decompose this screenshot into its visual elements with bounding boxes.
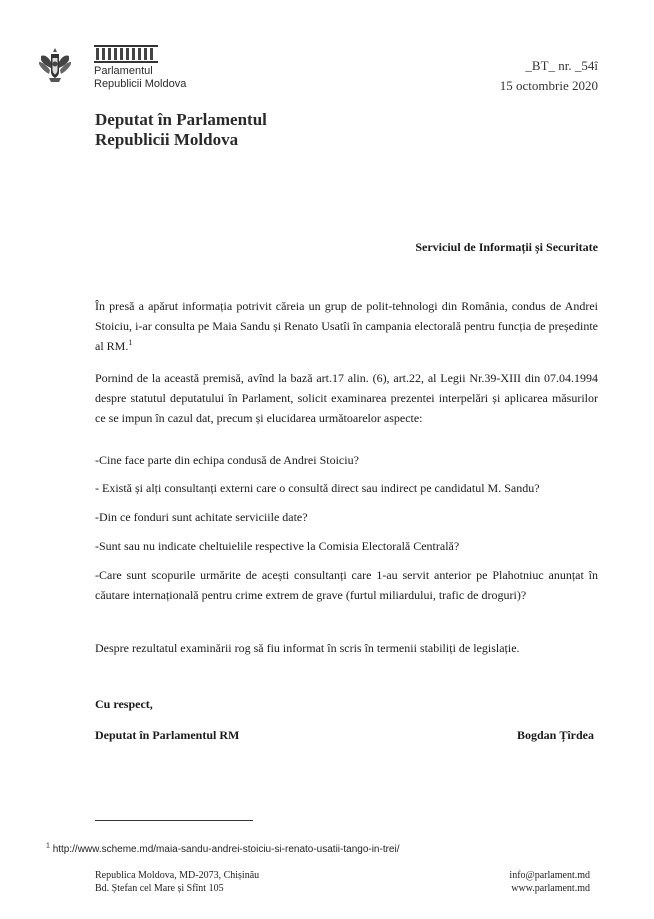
- logo-line1: Parlamentul: [94, 65, 153, 77]
- footnote: [46, 844, 400, 855]
- contact-email[interactable]: info@parlament.md: [509, 870, 590, 881]
- footnote-reference: 1: [128, 338, 133, 347]
- signer-role: Deputat în Parlamentul RM: [95, 728, 240, 742]
- title-line2: Republicii Moldova: [95, 130, 239, 149]
- parliament-building-icon: [94, 45, 158, 63]
- parliament-logo: [94, 45, 204, 91]
- question-1: -Cine face parte din echipa condusă de Andrei Stoiciu?: [95, 453, 359, 467]
- coat-of-arms-icon: [37, 46, 73, 86]
- footer-contact: [509, 869, 590, 895]
- question-5: -Care sunt scopurile urmărite de acești consultanți care 1-au servit anterior pe Plahotniuc anunțat în căutare internațională pentru crime extrem de grave (furtul miliardului, trafic de droguri)?: [95, 568, 598, 602]
- paragraph-intro: [95, 296, 598, 356]
- address-line2: Bd. Ștefan cel Mare și Sfînt 105: [95, 883, 224, 894]
- question-3: -Din ce fonduri sunt achitate serviciile date?: [95, 510, 308, 524]
- question-2: - Există și alți consultanți externi care o consultă direct sau indirect pe candidatul M. Sandu?: [95, 481, 540, 495]
- logo-line2: Republicii Moldova: [94, 78, 187, 90]
- footnote-url[interactable]: http://www.scheme.md/maia-sandu-andrei-stoiciu-si-renato-usatii-tango-in-trei/: [52, 844, 400, 855]
- paragraph-intro-text: În presă a apărut informația potrivit căreia un grup de polit-tehnologi din România, condus de Andrei Stoiciu, i-ar consulta pe Maia Sandu și Renato Usatîi în campania electorală pentru funcția de președinte al RM.: [95, 299, 598, 353]
- signer-name: Bogdan Țîrdea: [516, 728, 594, 742]
- recipient: Serviciul de Informații și Securitate: [415, 240, 598, 254]
- address-line1: Republica Moldova, MD-2073, Chișinău: [95, 870, 260, 881]
- paragraph-request: Pornind de la această premisă, avînd la bază art.17 alin. (6), art.22, al Legii Nr.39-XIII din 07.04.1994 despre statutul deputatului în Parlament, solicit examinarea prezentei interpelări și aplicarea măsurilor ce se impun în cazul dat, precum și elucidarea următoarelor aspecte:: [95, 371, 598, 425]
- page-title: [95, 110, 267, 150]
- title-line1: Deputat în Parlamentul: [95, 110, 267, 129]
- contact-website[interactable]: www.parlament.md: [511, 883, 590, 894]
- reference-block: [500, 56, 598, 96]
- closing-salutation: Cu respect,: [95, 697, 153, 711]
- letter-date: 15 octombrie 2020: [499, 78, 598, 93]
- reference-number: _BT_ nr. _54î: [525, 58, 598, 73]
- footnote-marker: 1: [46, 842, 50, 850]
- paragraph-closing: Despre rezultatul examinării rog să fiu informat în scris în termenii stabiliți de legislație.: [95, 641, 520, 655]
- footnote-divider: [95, 820, 253, 821]
- footer-address: [95, 869, 259, 895]
- question-4: -Sunt sau nu indicate cheltuielile respective la Comisia Electorală Centrală?: [95, 539, 460, 553]
